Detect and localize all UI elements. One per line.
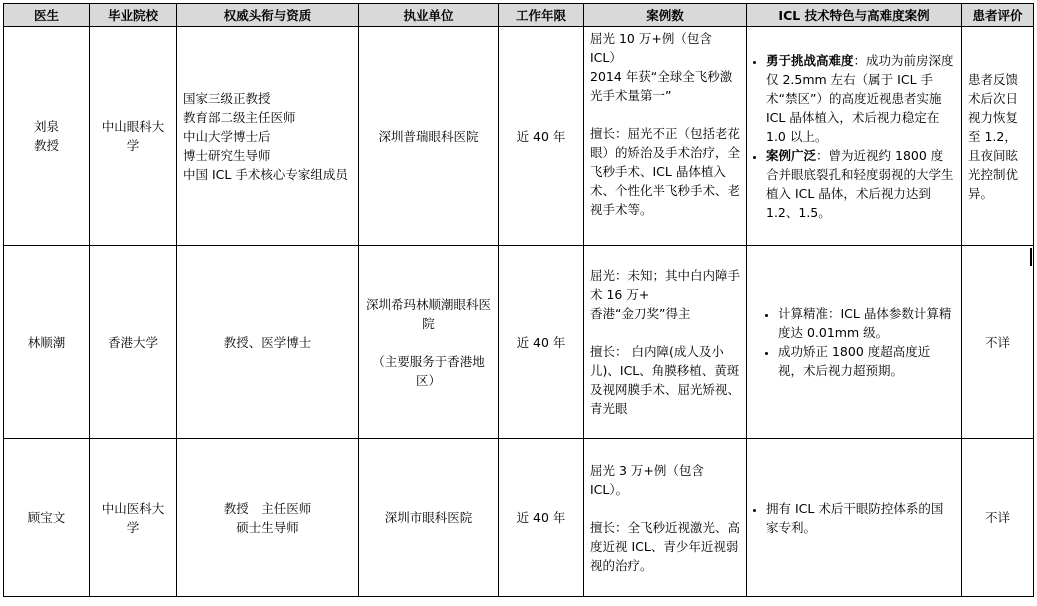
feature-list [753, 304, 955, 380]
title-line: 教授 主任医师 [223, 500, 312, 516]
cell-doctor [4, 439, 90, 597]
cell-review: 不详 [962, 246, 1034, 439]
feature-list [753, 499, 955, 537]
case-line: 擅长： 白内障(成人及小儿)、ICL、角膜移植、黄斑及视网膜手术、屈光矫视、青光眼 [590, 344, 741, 416]
header-doctor: 医生 [4, 4, 90, 27]
case-spacer [590, 105, 740, 124]
case-line: 屈光 10 万+例（包含 ICL） [590, 31, 712, 65]
cell-cases [584, 27, 747, 246]
feature-item [778, 304, 955, 342]
feature-text: ：曾为近视约 1800 度合并眼底裂孔和轻度弱视的大学生植入 ICL 晶体，术后视力达到 1.2、1.5。 [766, 147, 954, 220]
cell-hospital [359, 439, 499, 597]
title-line: 国家三级正教授 [183, 90, 271, 106]
cell-years: 近 40 年 [499, 27, 584, 246]
header-hospital: 执业单位 [359, 4, 499, 27]
cell-cases [584, 246, 747, 439]
header-review: 患者评价 [962, 4, 1034, 27]
title-line: 中山大学博士后 [183, 128, 271, 144]
title-line: 中国 ICL 手术核心专家组成员 [183, 166, 348, 182]
title-line: 教授、医学博士 [223, 334, 312, 350]
cell-titles [177, 27, 359, 246]
cell-school: 中山眼科大学 [90, 27, 177, 246]
hospital-line: 深圳普瑞眼科医院 [378, 128, 479, 144]
cell-years: 近 40 年 [499, 246, 584, 439]
feature-item [766, 499, 955, 537]
cell-review: 不详 [962, 439, 1034, 597]
title-line: 教育部二级主任医师 [183, 109, 296, 125]
hospital-spacer [365, 333, 492, 352]
feature-bold: 勇于挑战高难度 [766, 52, 854, 68]
feature-text: 计算精准：ICL 晶体参数计算精度达 0.01mm 级。 [778, 306, 952, 340]
case-spacer [590, 323, 740, 342]
cell-review: 患者反馈术后次日视力恢复至 1.2，且夜间眩光控制优异。 [962, 27, 1034, 246]
text-cursor [1030, 248, 1032, 266]
doctor-comparison-table [3, 3, 1034, 597]
table-row [4, 246, 1034, 439]
feature-list [753, 51, 955, 222]
title-line: 博士研究生导师 [183, 147, 271, 163]
cell-titles [177, 246, 359, 439]
header-row [4, 4, 1034, 27]
cell-school: 中山医科大学 [90, 439, 177, 597]
feature-text: 拥有 ICL 术后干眼防控体系的国家专利。 [766, 500, 944, 535]
header-features: ICL 技术特色与高难度案例 [747, 4, 962, 27]
cell-features [747, 246, 962, 439]
case-line: 擅长：屈光不正（包括老花眼）的矫治及手术治疗，全飞秒手术、ICL 晶体植入术、个性化半飞秒手术、老视手术等。 [590, 126, 741, 217]
case-line: 屈光：未知；其中白内障手术 16 万+ [590, 268, 741, 302]
hospital-line: 深圳市眼科医院 [384, 510, 473, 525]
feature-text: 成功矫正 1800 度超高度近视，术后视力超预期。 [778, 344, 931, 378]
feature-item [766, 146, 955, 222]
case-line: 屈光 3 万+例（包含 ICL）。 [590, 462, 704, 497]
hospital-line: 深圳希玛林顺潮眼科医院 [365, 296, 491, 331]
header-cases: 案例数 [584, 4, 747, 27]
feature-text: ：成功为前房深度仅 2.5mm 左右（属于 ICL 手术“禁区”）的高度近视患者实施 ICL 晶体植入，术后视力稳定在 1.0 以上。 [766, 52, 954, 144]
doctor-title: 教授 [33, 138, 59, 153]
table-row [4, 27, 1034, 246]
case-line: 香港“金刀奖”得主 [590, 306, 691, 321]
cell-years: 近 40 年 [499, 439, 584, 597]
feature-item [778, 342, 955, 380]
header-school: 毕业院校 [90, 4, 177, 27]
case-spacer [590, 499, 740, 518]
feature-item [766, 51, 955, 146]
case-line: 2014 年获“全球全飞秒激光手术量第一” [590, 69, 733, 103]
cell-doctor [4, 246, 90, 439]
doctor-name: 刘泉 [33, 119, 59, 134]
hospital-line: （主要服务于香港地区） [372, 353, 485, 388]
cell-school: 香港大学 [90, 246, 177, 439]
cell-features [747, 27, 962, 246]
header-titles: 权威头衔与资质 [177, 4, 359, 27]
doctor-name: 林顺潮 [27, 334, 66, 350]
cell-cases [584, 439, 747, 597]
doctor-name: 顾宝文 [27, 510, 66, 525]
cell-doctor [4, 27, 90, 246]
cell-hospital [359, 246, 499, 439]
table-row [4, 439, 1034, 597]
feature-bold: 案例广泛 [766, 147, 817, 163]
cell-titles [177, 439, 359, 597]
header-years: 工作年限 [499, 4, 584, 27]
cell-features [747, 439, 962, 597]
cell-hospital [359, 27, 499, 246]
case-line: 擅长：全飞秒近视激光、高度近视 ICL、青少年近视弱视的治疗。 [590, 519, 741, 573]
title-line: 硕士生导师 [236, 519, 299, 535]
